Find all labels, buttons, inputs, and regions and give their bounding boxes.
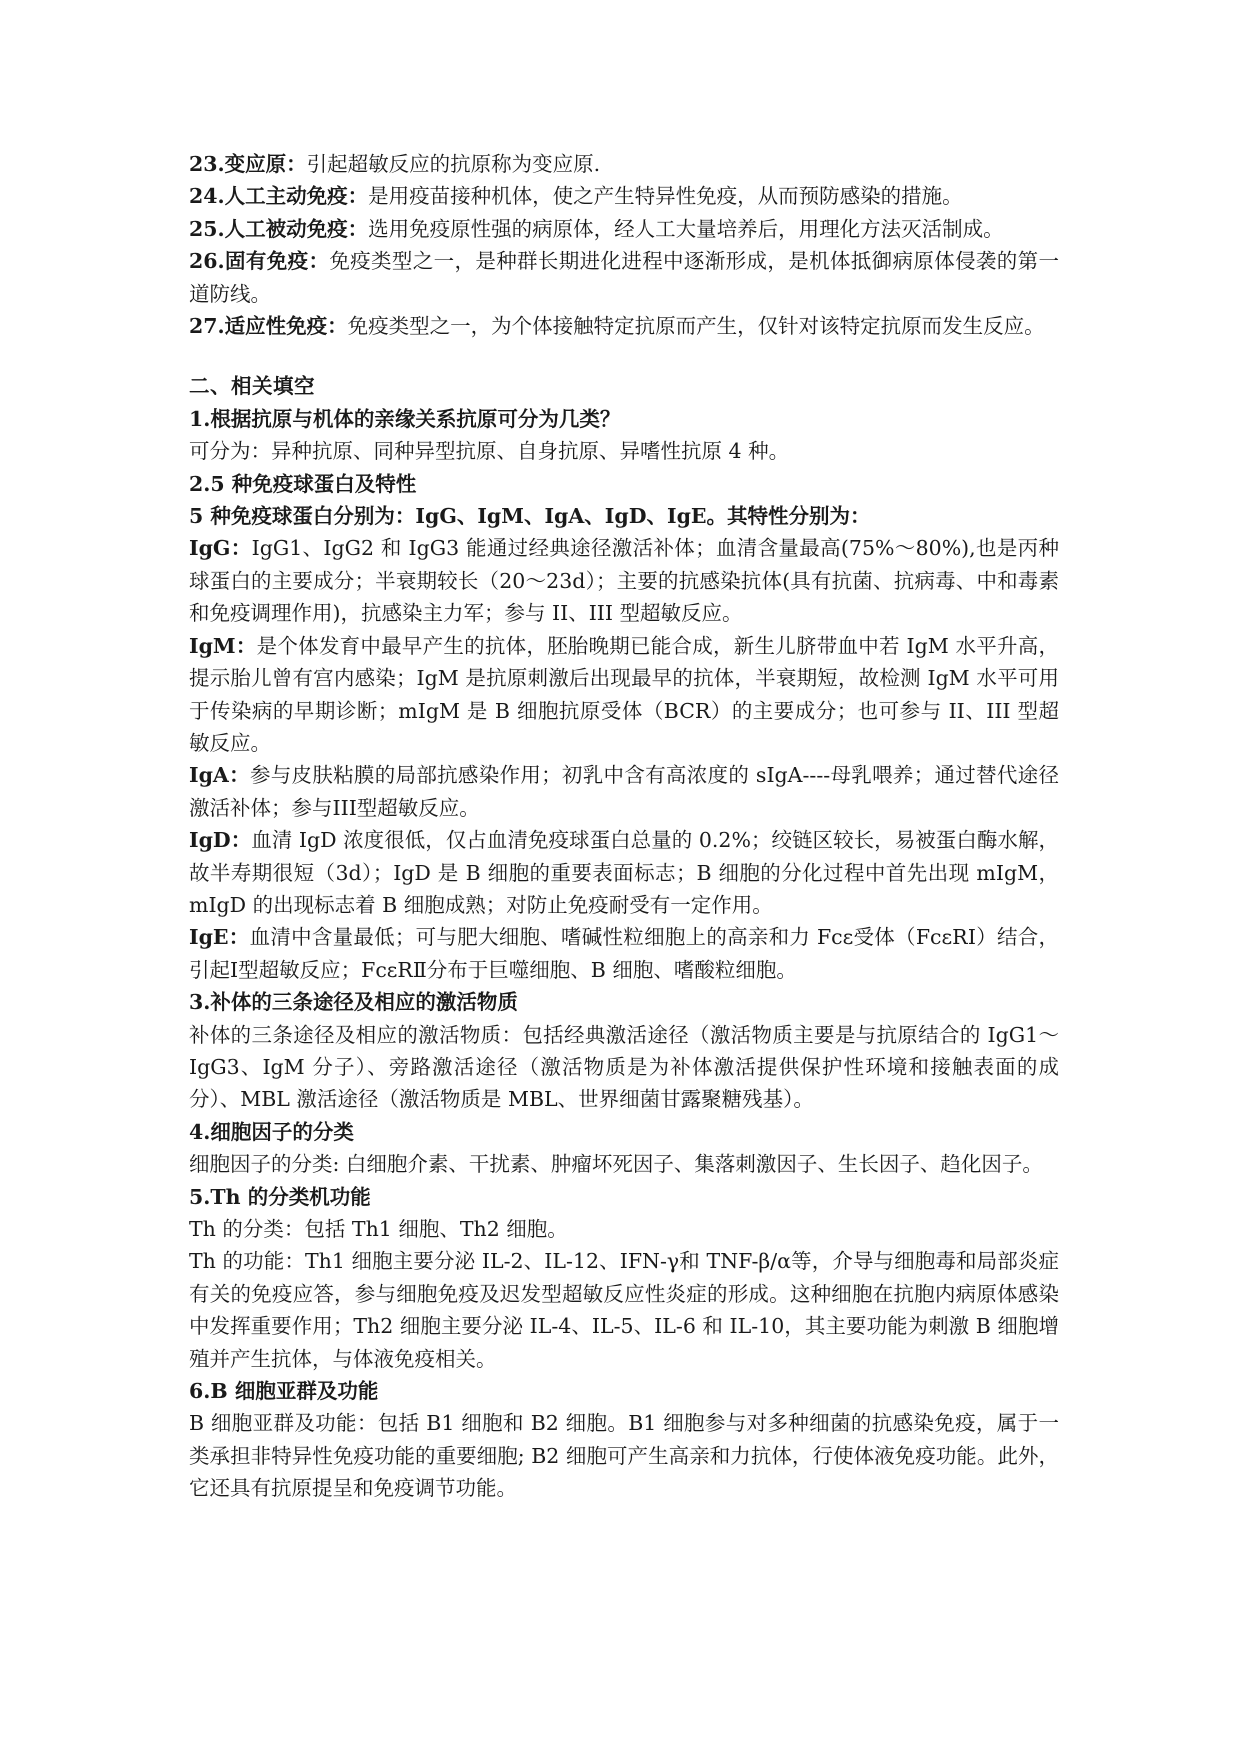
term-25	[189, 213, 1059, 245]
item-text: 血清 IgD 浓度很低，仅占血清免疫球蛋白总量的 0.2%；绞链区较长，易被蛋白酶水解，故半寿期很短（3d）；IgD 是 B 细胞的重要表面标志；B 细胞的分化过程中首先出现 mIgM，mIgD 的出现标志着 B 细胞成熟；对防止免疫耐受有一定作用。	[189, 828, 1059, 917]
term-24	[189, 180, 1059, 212]
section-spacer	[189, 342, 1059, 370]
term-label: 25.人工被动免疫：	[189, 216, 369, 241]
term-label: 23.变应原：	[189, 152, 307, 176]
igg-item	[189, 532, 1059, 629]
iga-item	[189, 759, 1059, 824]
ige-item	[189, 921, 1059, 986]
item-label: IgE：	[189, 925, 250, 950]
item-label: IgM：	[189, 633, 257, 658]
question-1-heading: 1.根据抗原与机体的亲缘关系抗原可分为几类？	[189, 406, 621, 431]
question-4-heading: 4.细胞因子的分类	[189, 1119, 354, 1144]
question-2-subheading: 5 种免疫球蛋白分别为：IgG、IgM、IgA、IgD、IgE。其特性分别为：	[189, 504, 871, 529]
term-definition: 免疫类型之一，是种群长期进化进程中逐渐形成，是机体抵御病原体侵袭的第一道防线。	[189, 249, 1060, 306]
item-text: 是个体发育中最早产生的抗体，胚胎晚期已能合成，新生儿脐带血中若 IgM 水平升高，提示胎儿曾有宫内感染；IgM 是抗原刺激后出现最早的抗体，半衰期短，故检测 IgM 水平可用于传染病的早期诊断；mIgM 是 B 细胞抗原受体（BCR）的主要成分；也可参与 II、III 型超敏反应。	[189, 633, 1059, 755]
item-text: 血清中含量最低；可与肥大细胞、嗜碱性粒细胞上的高亲和力 Fcε受体（FcεRⅠ）结合，引起Ⅰ型超敏反应；FcεRⅡ分布于巨噬细胞、B 细胞、嗜酸粒细胞。	[189, 925, 1059, 982]
item-label: IgG：	[189, 536, 252, 561]
question-2-heading: 2.5 种免疫球蛋白及特性	[189, 471, 417, 496]
section-title: 二、相关填空	[189, 374, 315, 399]
question-5-answer-classification: Th 的分类：包括 Th1 细胞、Th2 细胞。	[189, 1217, 568, 1241]
term-26	[189, 245, 1059, 310]
document-page	[189, 148, 1059, 1505]
item-label: IgD：	[189, 828, 252, 853]
term-label: 24.人工主动免疫：	[189, 184, 369, 209]
term-label: 27.适应性免疫：	[189, 314, 348, 339]
question-6-heading: 6.B 细胞亚群及功能	[189, 1379, 379, 1404]
term-definition: 免疫类型之一，为个体接触特定抗原而产生，仅针对该特定抗原而发生反应。	[347, 314, 1045, 339]
term-definition: 引起超敏反应的抗原称为变应原.	[306, 152, 601, 176]
igd-item	[189, 824, 1059, 921]
igm-item	[189, 630, 1059, 760]
term-23	[189, 148, 1059, 180]
item-label: IgA：	[189, 763, 250, 788]
question-6-answer: B 细胞亚群及功能：包括 B1 细胞和 B2 细胞。B1 细胞参与对多种细菌的抗感染免疫，属于一类承担非特异性免疫功能的重要细胞; B2 细胞可产生高亲和力抗体，行使体液免疫功能。此外，它还具有抗原提呈和免疫调节功能。	[189, 1411, 1059, 1501]
question-4-answer: 细胞因子的分类: 白细胞介素、干扰素、肿瘤坏死因子、集落刺激因子、生长因子、趋化因子。	[189, 1152, 1043, 1177]
question-1-answer: 可分为：异种抗原、同种异型抗原、自身抗原、异嗜性抗原 4 种。	[189, 439, 790, 464]
question-5-answer-function: Th 的功能：Th1 细胞主要分泌 IL-2、IL-12、IFN-γ和 TNF-β/α等，介导与细胞毒和局部炎症有关的免疫应答，参与细胞免疫及迟发型超敏反应性炎症的形成。这种细胞在抗胞内病原体感染中发挥重要作用；Th2 细胞主要分泌 IL-4、IL-5、IL-6 和 IL-10，其主要功能为刺激 B 细胞增殖并产生抗体，与体液免疫相关。	[189, 1249, 1059, 1371]
term-label: 26.固有免疫：	[189, 249, 330, 274]
question-3-answer: 补体的三条途径及相应的激活物质：包括经典激活途径（激活物质主要是与抗原结合的 IgG1～IgG3、IgM 分子）、旁路激活途径（激活物质是为补体激活提供保护性环境和接触表面的成分）、MBL 激活途径（激活物质是 MBL、世界细菌甘露聚糖残基）。	[189, 1022, 1059, 1112]
term-definition: 选用免疫原性强的病原体，经人工大量培养后，用理化方法灭活制成。	[368, 216, 1004, 241]
term-definition: 是用疫苗接种机体，使之产生特异性免疫，从而预防感染的措施。	[368, 184, 963, 209]
question-3-heading: 3.补体的三条途径及相应的激活物质	[189, 990, 518, 1015]
item-text: 参与皮肤粘膜的局部抗感染作用；初乳中含有高浓度的 sIgA----母乳喂养；通过替代途径激活补体；参与III型超敏反应。	[189, 763, 1059, 820]
item-text: IgG1、IgG2 和 IgG3 能通过经典途径激活补体；血清含量最高(75%～80%),也是丙种球蛋白的主要成分；半衰期较长（20～23d）；主要的抗感染抗体(具有抗菌、抗病毒、中和毒素和免疫调理作用)，抗感染主力军；参与 II、III 型超敏反应。	[189, 536, 1060, 626]
term-27	[189, 310, 1059, 342]
question-5-heading: 5.Th 的分类机功能	[189, 1184, 371, 1209]
